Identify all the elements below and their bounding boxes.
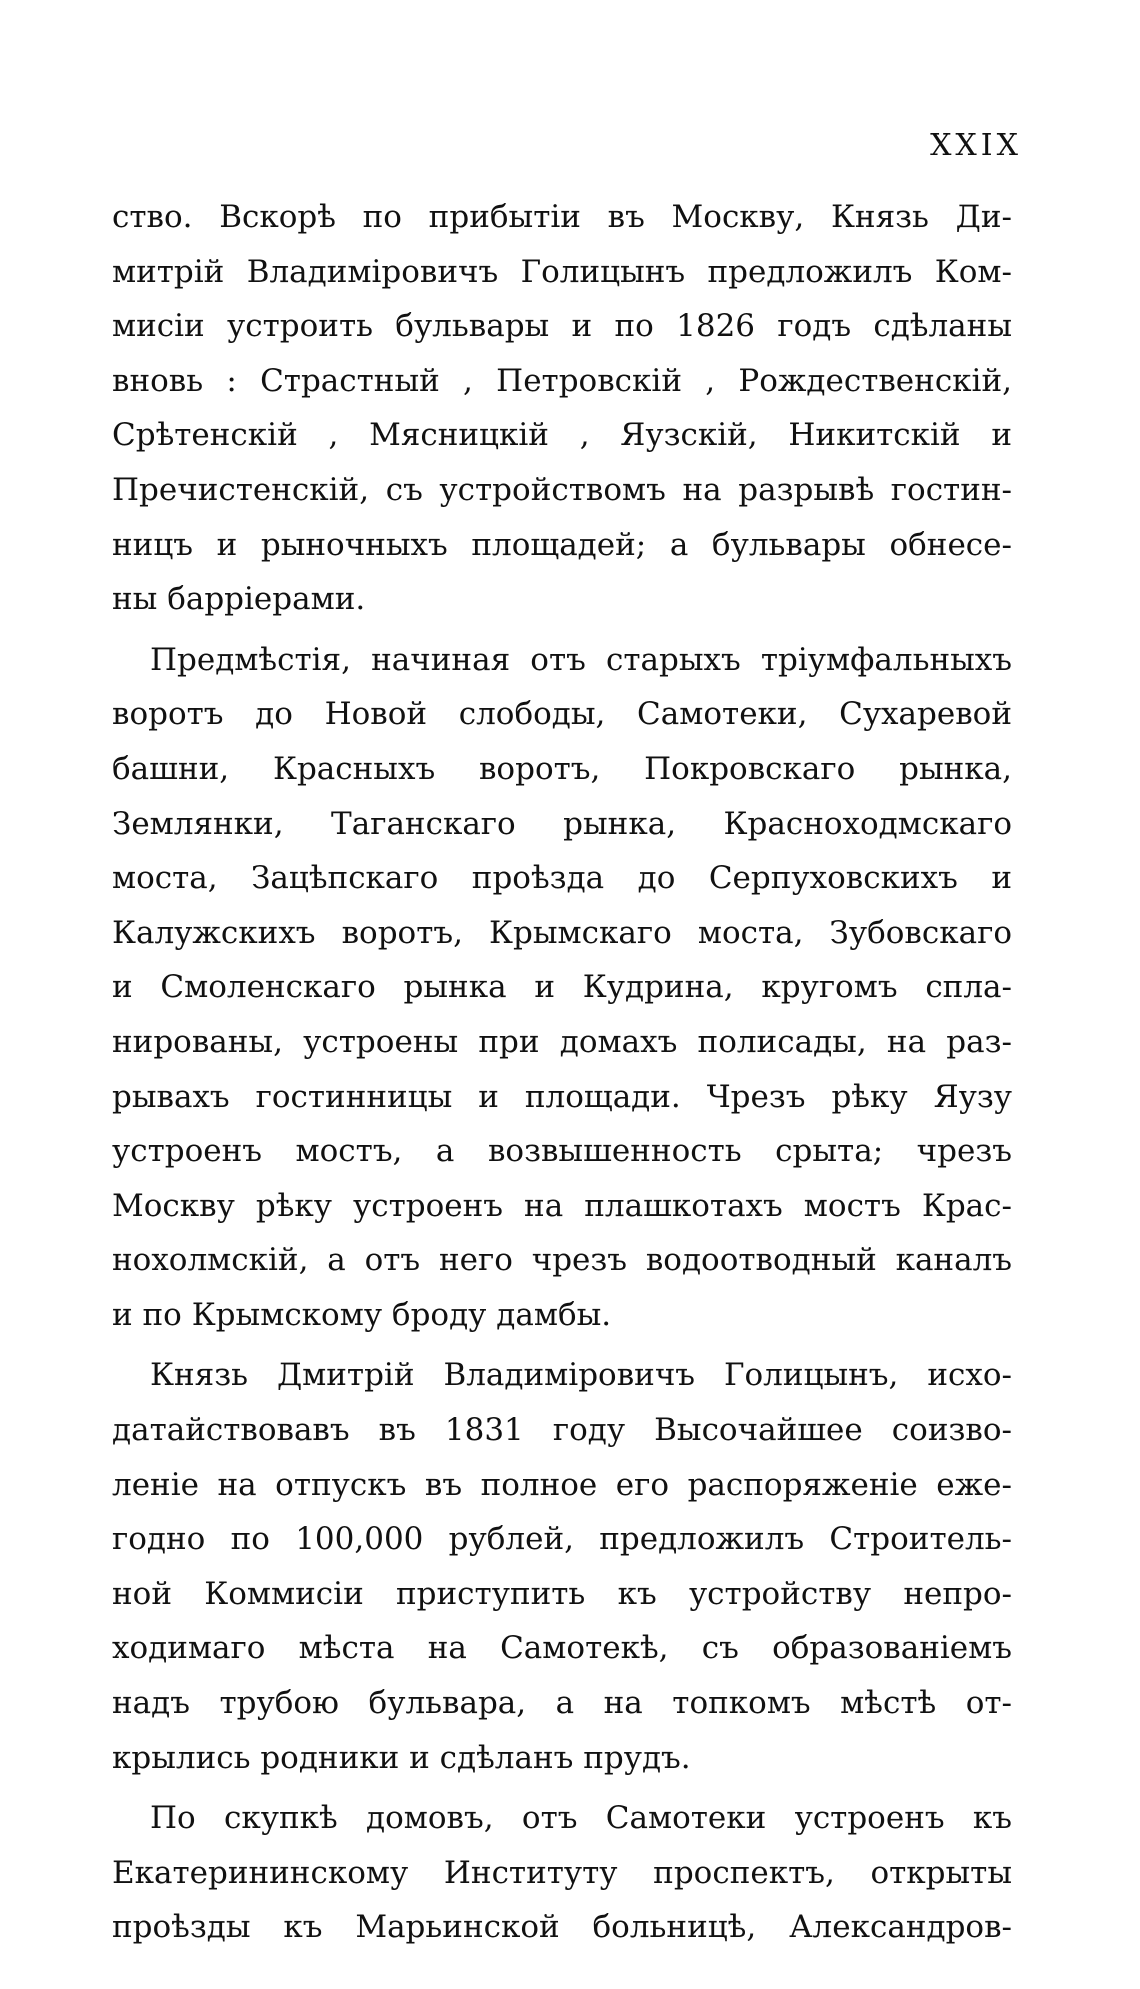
text-line: Предмѣстія, начиная отъ старыхъ тріумфальныхъ: [150, 641, 1012, 678]
text-line: леніе на отпускъ въ полное его распоряженіе еже-: [112, 1466, 1012, 1503]
text-line: Пречистенскій, съ устройствомъ на разрывѣ гостин-: [112, 471, 1012, 508]
text-line: Москву рѣку устроенъ на плашкотахъ мостъ Крас-: [112, 1187, 1012, 1224]
text-line: крылись родники и сдѣланъ прудъ.: [112, 1739, 691, 1776]
text-line: устроенъ мостъ, а возвышенность срыта; чрезъ: [112, 1133, 1012, 1170]
text-line: ны барріерами.: [112, 581, 366, 618]
text-line: митрій Владиміровичъ Голицынъ предложилъ Ком-: [112, 253, 1012, 290]
text-line: рывахъ гостинницы и площади. Чрезъ рѣку Яузу: [112, 1078, 1012, 1115]
paragraph-3: [112, 1348, 1012, 1785]
text-line: нированы, устроены при домахъ полисады, на раз-: [112, 1023, 1012, 1060]
text-line: мисіи устроить бульвары и по 1826 годъ сдѣланы: [112, 308, 1012, 345]
text-line: Срѣтенскій , Мясницкій , Яузскій, Никитскій и: [112, 417, 1012, 454]
text-line: башни, Красныхъ воротъ, Покровскаго рынка,: [112, 750, 1012, 787]
text-line: ство. Вскорѣ по прибытіи въ Москву, Князь Ди-: [112, 199, 1012, 235]
text-line: воротъ до Новой слободы, Самотеки, Сухаревой: [112, 696, 1012, 733]
text-line: По скупкѣ домовъ, отъ Самотеки устроенъ къ: [150, 1800, 1012, 1837]
text-line: Екатерининскому Институту проспектъ, открыты: [112, 1854, 1012, 1891]
text-line: вновь : Страстный , Петровскій , Рождественскій,: [112, 362, 1012, 399]
text-line: надъ трубою бульвара, а на топкомъ мѣстѣ от-: [112, 1685, 1012, 1722]
text-line: годно по 100,000 рублей, предложилъ Строитель-: [112, 1521, 1012, 1558]
paragraph-2: [112, 633, 1012, 1343]
text-line: Землянки, Таганскаго рынка, Красноходмскаго: [112, 805, 1012, 842]
text-line: и Смоленскаго рынка и Кудрина, кругомъ спла-: [112, 969, 1012, 1006]
paragraph-4: [112, 1791, 1012, 1955]
text-line: Князь Дмитрій Владиміровичъ Голицынъ, исхо-: [150, 1357, 1012, 1394]
text-line: проѣзды къ Марьинской больницѣ, Александров-: [112, 1909, 1012, 1946]
text-line: и по Крымскому броду дамбы.: [112, 1296, 612, 1333]
text-line: ходимаго мѣста на Самотекѣ, съ образованіемъ: [112, 1630, 1012, 1667]
paragraph-1: [112, 190, 1012, 627]
text-line: датайствовавъ въ 1831 году Высочайшее соизво-: [112, 1412, 1012, 1449]
text-line: нохолмскій, а отъ него чрезъ водоотводный каналъ: [112, 1242, 1012, 1279]
text-line: ницъ и рыночныхъ площадей; а бульвары обнесе-: [112, 526, 1012, 563]
text-line: Калужскихъ воротъ, Крымскаго моста, Зубовскаго: [112, 914, 1012, 951]
text-line: ной Коммисіи приступить къ устройству непро-: [112, 1575, 1012, 1612]
page-number: XXIX: [930, 128, 1022, 163]
text-line: моста, Зацѣпскаго проѣзда до Серпуховскихъ и: [112, 860, 1012, 897]
body-text: [112, 190, 1012, 1961]
